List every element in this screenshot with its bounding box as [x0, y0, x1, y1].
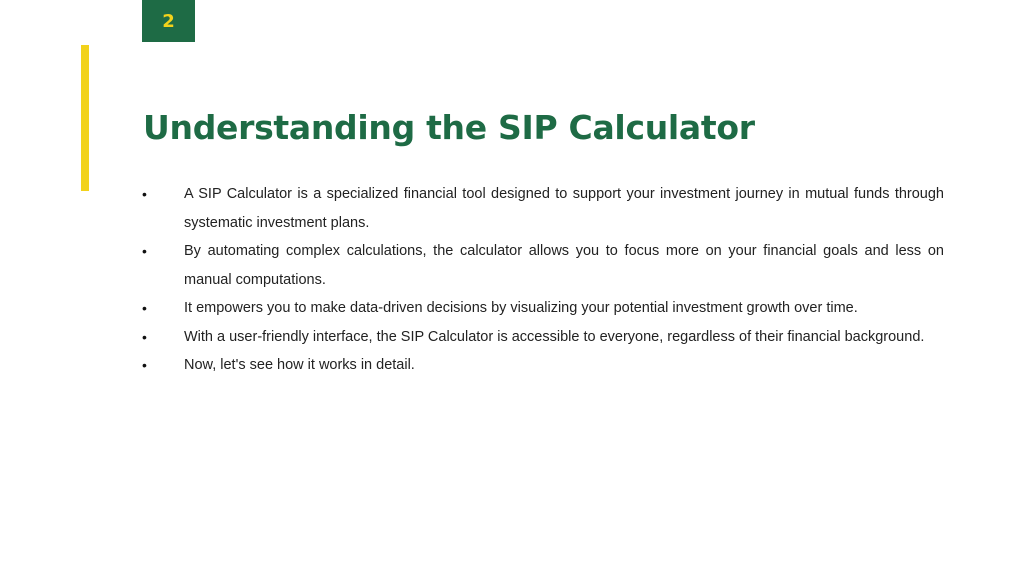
bullet-item: [142, 180, 944, 237]
bullet-text: With a user-friendly interface, the SIP Calculator is accessible to everyone, regardless of their financial background.: [184, 328, 925, 345]
bullet-item: [142, 237, 944, 294]
bullet-text: It empowers you to make data-driven decisions by visualizing your potential investment growth over time.: [184, 300, 858, 316]
bullet-text: By automating complex calculations, the calculator allows you to focus more on your financial goals and less on manual computations.: [184, 243, 944, 288]
bullet-list: [142, 180, 944, 380]
bullet-icon: •: [142, 300, 147, 316]
accent-bar: [81, 45, 89, 191]
bullet-icon: •: [142, 357, 147, 373]
bullet-icon: •: [142, 328, 147, 345]
bullet-icon: •: [142, 243, 147, 259]
slide-title: Understanding the SIP Calculator: [143, 108, 755, 147]
bullet-text: A SIP Calculator is a specialized financial tool designed to support your investment journey in mutual funds through systematic investment plans.: [184, 186, 944, 231]
page-number-badge: [142, 0, 195, 42]
bullet-item: [142, 323, 944, 352]
bullet-item: [142, 294, 944, 323]
page-number: 2: [162, 10, 175, 32]
bullet-icon: •: [142, 186, 147, 202]
bullet-item: [142, 351, 944, 380]
bullet-text: Now, let's see how it works in detail.: [184, 357, 415, 373]
